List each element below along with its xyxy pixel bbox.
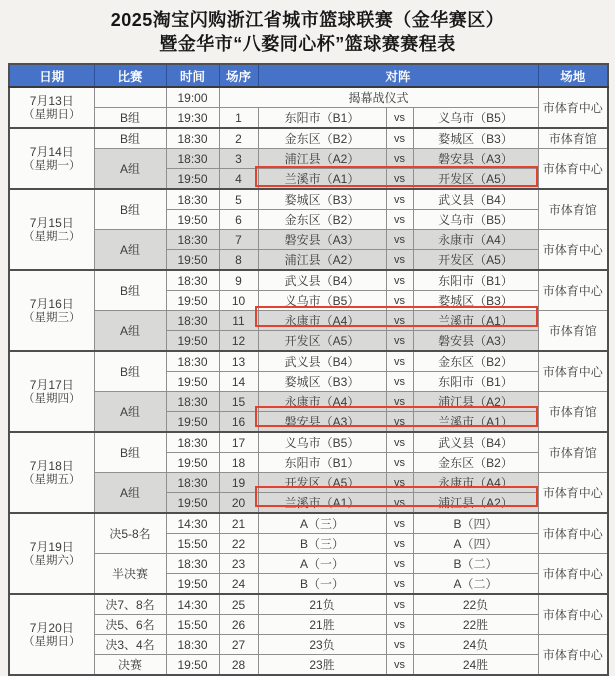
date-text: 7月18日 — [29, 458, 74, 473]
time-cell: 19:50 — [166, 169, 219, 190]
table-row — [9, 655, 608, 676]
home-team-cell: 义乌市（B5） — [258, 291, 386, 311]
venue-cell: 市体育中心 — [538, 87, 608, 128]
vs-cell: vs — [386, 513, 413, 534]
group-cell: 决5、6名 — [94, 615, 166, 635]
order-cell: 8 — [219, 250, 258, 271]
away-team-cell: 兰溪市（A1） — [413, 412, 538, 433]
date-text: 7月15日 — [29, 215, 74, 230]
time-cell: 15:50 — [166, 534, 219, 554]
home-team-cell: B（三） — [258, 534, 386, 554]
away-team-cell: 义乌市（B5） — [413, 108, 538, 129]
venue-cell: 市体育中心 — [538, 554, 608, 595]
weekday-text: （星期三） — [23, 311, 81, 324]
group-cell: B组 — [94, 351, 166, 392]
date-cell — [9, 351, 94, 432]
order-cell: 27 — [219, 635, 258, 655]
weekday-text: （星期六） — [23, 554, 81, 567]
order-cell: 4 — [219, 169, 258, 190]
date-cell — [9, 87, 94, 128]
page-title-line1: 2025淘宝闪购浙江省城市篮球联赛（金华赛区） — [110, 10, 505, 30]
venue-cell: 市体育馆 — [538, 311, 608, 352]
away-team-cell: 浦江县（A2） — [413, 392, 538, 412]
vs-cell: vs — [386, 270, 413, 291]
vs-cell: vs — [386, 594, 413, 615]
home-team-cell: 东阳市（B1） — [258, 108, 386, 129]
table-row — [9, 392, 608, 412]
vs-cell: vs — [386, 250, 413, 271]
time-cell: 19:50 — [166, 453, 219, 473]
home-team-cell: 婺城区（B3） — [258, 189, 386, 210]
group-cell: A组 — [94, 311, 166, 352]
table-row — [9, 351, 608, 372]
date-text: 7月14日 — [29, 144, 74, 159]
group-cell: 半决赛 — [94, 554, 166, 595]
order-cell: 15 — [219, 392, 258, 412]
vs-cell: vs — [386, 291, 413, 311]
order-cell: 17 — [219, 432, 258, 453]
vs-cell: vs — [386, 615, 413, 635]
date-text: 7月19日 — [29, 539, 74, 554]
order-cell: 25 — [219, 594, 258, 615]
order-cell: 13 — [219, 351, 258, 372]
weekday-text: （星期一） — [23, 159, 81, 172]
date-cell — [9, 128, 94, 189]
group-cell: B组 — [94, 189, 166, 230]
col-header-date: 日期 — [9, 64, 94, 87]
away-team-cell: 磐安县（A3） — [413, 149, 538, 169]
page-title — [0, 0, 615, 56]
time-cell: 18:30 — [166, 432, 219, 453]
order-cell: 20 — [219, 493, 258, 514]
time-cell: 18:30 — [166, 230, 219, 250]
weekday-text: （星期日） — [23, 635, 81, 648]
time-cell: 19:50 — [166, 493, 219, 514]
date-text: 7月13日 — [29, 93, 74, 108]
time-cell: 19:50 — [166, 210, 219, 230]
order-cell: 21 — [219, 513, 258, 534]
table-row — [9, 230, 608, 250]
table-row — [9, 513, 608, 534]
order-cell: 14 — [219, 372, 258, 392]
home-team-cell: 开发区（A5） — [258, 331, 386, 352]
time-cell: 14:30 — [166, 513, 219, 534]
order-cell: 9 — [219, 270, 258, 291]
date-cell — [9, 270, 94, 351]
venue-cell: 市体育中心 — [538, 635, 608, 676]
away-team-cell: 22胜 — [413, 615, 538, 635]
date-cell — [9, 594, 94, 675]
away-team-cell: 永康市（A4） — [413, 230, 538, 250]
home-team-cell: 东阳市（B1） — [258, 453, 386, 473]
order-cell: 26 — [219, 615, 258, 635]
away-team-cell: 磐安县（A3） — [413, 331, 538, 352]
time-cell: 19:50 — [166, 412, 219, 433]
home-team-cell: 21负 — [258, 594, 386, 615]
venue-cell: 市体育馆 — [538, 392, 608, 433]
time-cell: 19:30 — [166, 108, 219, 129]
table-row — [9, 594, 608, 615]
time-cell: 19:50 — [166, 372, 219, 392]
weekday-text: （星期五） — [23, 473, 81, 486]
order-cell: 3 — [219, 149, 258, 169]
away-team-cell: 24胜 — [413, 655, 538, 676]
home-team-cell: 武义县（B4） — [258, 270, 386, 291]
vs-cell: vs — [386, 311, 413, 331]
vs-cell: vs — [386, 554, 413, 574]
col-header-time: 时间 — [166, 64, 219, 87]
vs-cell: vs — [386, 128, 413, 149]
weekday-text: （星期二） — [23, 230, 81, 243]
time-cell: 15:50 — [166, 615, 219, 635]
group-cell: 决7、8名 — [94, 594, 166, 615]
venue-cell: 市体育中心 — [538, 149, 608, 190]
table-row — [9, 108, 608, 129]
page-title-line2: 暨金华市“八婺同心杯”篮球赛赛程表 — [159, 34, 456, 54]
table-row — [9, 270, 608, 291]
table-row — [9, 473, 608, 493]
away-team-cell: 金东区（B2） — [413, 351, 538, 372]
away-team-cell: 兰溪市（A1） — [413, 311, 538, 331]
vs-cell: vs — [386, 149, 413, 169]
vs-cell: vs — [386, 453, 413, 473]
home-team-cell: 磐安县（A3） — [258, 230, 386, 250]
time-cell: 18:30 — [166, 311, 219, 331]
group-cell: A组 — [94, 473, 166, 514]
venue-cell: 市体育中心 — [538, 270, 608, 311]
away-team-cell: 开发区（A5） — [413, 169, 538, 190]
table-row — [9, 128, 608, 149]
away-team-cell: 22负 — [413, 594, 538, 615]
order-cell: 11 — [219, 311, 258, 331]
venue-cell: 市体育馆 — [538, 189, 608, 230]
vs-cell: vs — [386, 574, 413, 595]
venue-cell: 市体育馆 — [538, 128, 608, 149]
vs-cell: vs — [386, 655, 413, 676]
order-cell: 1 — [219, 108, 258, 129]
group-cell: B组 — [94, 432, 166, 473]
time-cell: 18:30 — [166, 351, 219, 372]
table-row — [9, 189, 608, 210]
vs-cell: vs — [386, 351, 413, 372]
home-team-cell: 金东区（B2） — [258, 210, 386, 230]
home-team-cell: 23负 — [258, 635, 386, 655]
away-team-cell: 24负 — [413, 635, 538, 655]
away-team-cell: 婺城区（B3） — [413, 291, 538, 311]
venue-cell: 市体育中心 — [538, 351, 608, 392]
home-team-cell: 金东区（B2） — [258, 128, 386, 149]
order-cell: 6 — [219, 210, 258, 230]
away-team-cell: 永康市（A4） — [413, 473, 538, 493]
order-cell: 23 — [219, 554, 258, 574]
away-team-cell: 武义县（B4） — [413, 432, 538, 453]
col-header-matchup: 对阵 — [258, 64, 538, 87]
table-row — [9, 432, 608, 453]
date-text: 7月20日 — [29, 620, 74, 635]
col-header-venue: 场地 — [538, 64, 608, 87]
order-cell: 7 — [219, 230, 258, 250]
group-cell: 决赛 — [94, 655, 166, 676]
vs-cell: vs — [386, 432, 413, 453]
venue-cell: 市体育馆 — [538, 432, 608, 473]
home-team-cell: B（一） — [258, 574, 386, 595]
vs-cell: vs — [386, 331, 413, 352]
away-team-cell: A（四） — [413, 534, 538, 554]
home-team-cell: 磐安县（A3） — [258, 412, 386, 433]
table-row — [9, 149, 608, 169]
ceremony-cell: 揭幕战仪式 — [219, 87, 538, 108]
vs-cell: vs — [386, 372, 413, 392]
away-team-cell: 婺城区（B3） — [413, 128, 538, 149]
home-team-cell: 浦江县（A2） — [258, 250, 386, 271]
home-team-cell: 婺城区（B3） — [258, 372, 386, 392]
col-header-order: 场序 — [219, 64, 258, 87]
time-cell: 18:30 — [166, 392, 219, 412]
vs-cell: vs — [386, 412, 413, 433]
order-cell: 12 — [219, 331, 258, 352]
table-header-row — [9, 64, 608, 87]
order-cell: 10 — [219, 291, 258, 311]
home-team-cell: 义乌市（B5） — [258, 432, 386, 453]
time-cell: 19:50 — [166, 574, 219, 595]
time-cell: 18:30 — [166, 149, 219, 169]
home-team-cell: 兰溪市（A1） — [258, 493, 386, 514]
time-cell: 19:00 — [166, 87, 219, 108]
group-cell: B组 — [94, 128, 166, 149]
away-team-cell: 浦江县（A2） — [413, 493, 538, 514]
vs-cell: vs — [386, 392, 413, 412]
time-cell: 19:50 — [166, 250, 219, 271]
away-team-cell: 东阳市（B1） — [413, 372, 538, 392]
table-row — [9, 635, 608, 655]
home-team-cell: 21胜 — [258, 615, 386, 635]
date-text: 7月17日 — [29, 377, 74, 392]
order-cell: 22 — [219, 534, 258, 554]
time-cell: 18:30 — [166, 635, 219, 655]
home-team-cell: 永康市（A4） — [258, 392, 386, 412]
table-row — [9, 554, 608, 574]
date-cell — [9, 189, 94, 270]
away-team-cell: 义乌市（B5） — [413, 210, 538, 230]
vs-cell: vs — [386, 230, 413, 250]
schedule-table-wrapper — [8, 63, 607, 676]
time-cell: 18:30 — [166, 554, 219, 574]
away-team-cell: 武义县（B4） — [413, 189, 538, 210]
weekday-text: （星期四） — [23, 392, 81, 405]
away-team-cell: B（四） — [413, 513, 538, 534]
date-cell — [9, 513, 94, 594]
venue-cell: 市体育中心 — [538, 513, 608, 554]
col-header-group: 比赛 — [94, 64, 166, 87]
away-team-cell: 金东区（B2） — [413, 453, 538, 473]
home-team-cell: 永康市（A4） — [258, 311, 386, 331]
schedule-table — [8, 63, 609, 676]
time-cell: 18:30 — [166, 270, 219, 291]
order-cell: 16 — [219, 412, 258, 433]
venue-cell: 市体育中心 — [538, 473, 608, 514]
home-team-cell: A（一） — [258, 554, 386, 574]
vs-cell: vs — [386, 169, 413, 190]
time-cell: 14:30 — [166, 594, 219, 615]
venue-cell: 市体育中心 — [538, 230, 608, 271]
group-cell: B组 — [94, 270, 166, 311]
order-cell: 18 — [219, 453, 258, 473]
date-cell — [9, 432, 94, 513]
vs-cell: vs — [386, 189, 413, 210]
vs-cell: vs — [386, 108, 413, 129]
group-cell: B组 — [94, 108, 166, 129]
time-cell: 19:50 — [166, 331, 219, 352]
group-cell: 决5-8名 — [94, 513, 166, 554]
time-cell: 19:50 — [166, 291, 219, 311]
vs-cell: vs — [386, 473, 413, 493]
vs-cell: vs — [386, 635, 413, 655]
weekday-text: （星期日） — [23, 108, 81, 121]
table-row — [9, 311, 608, 331]
group-cell: A组 — [94, 392, 166, 433]
home-team-cell: 兰溪市（A1） — [258, 169, 386, 190]
away-team-cell: 开发区（A5） — [413, 250, 538, 271]
group-cell — [94, 87, 166, 108]
time-cell: 18:30 — [166, 189, 219, 210]
home-team-cell: A（三） — [258, 513, 386, 534]
group-cell: A组 — [94, 230, 166, 271]
vs-cell: vs — [386, 493, 413, 514]
away-team-cell: A（二） — [413, 574, 538, 595]
time-cell: 19:50 — [166, 655, 219, 676]
order-cell: 2 — [219, 128, 258, 149]
order-cell: 24 — [219, 574, 258, 595]
date-text: 7月16日 — [29, 296, 74, 311]
table-row — [9, 615, 608, 635]
time-cell: 18:30 — [166, 473, 219, 493]
home-team-cell: 浦江县（A2） — [258, 149, 386, 169]
home-team-cell: 武义县（B4） — [258, 351, 386, 372]
time-cell: 18:30 — [166, 128, 219, 149]
away-team-cell: B（二） — [413, 554, 538, 574]
order-cell: 5 — [219, 189, 258, 210]
venue-cell: 市体育中心 — [538, 594, 608, 635]
vs-cell: vs — [386, 534, 413, 554]
group-cell: 决3、4名 — [94, 635, 166, 655]
vs-cell: vs — [386, 210, 413, 230]
away-team-cell: 东阳市（B1） — [413, 270, 538, 291]
order-cell: 28 — [219, 655, 258, 676]
table-row — [9, 87, 608, 108]
order-cell: 19 — [219, 473, 258, 493]
group-cell: A组 — [94, 149, 166, 190]
home-team-cell: 23胜 — [258, 655, 386, 676]
home-team-cell: 开发区（A5） — [258, 473, 386, 493]
